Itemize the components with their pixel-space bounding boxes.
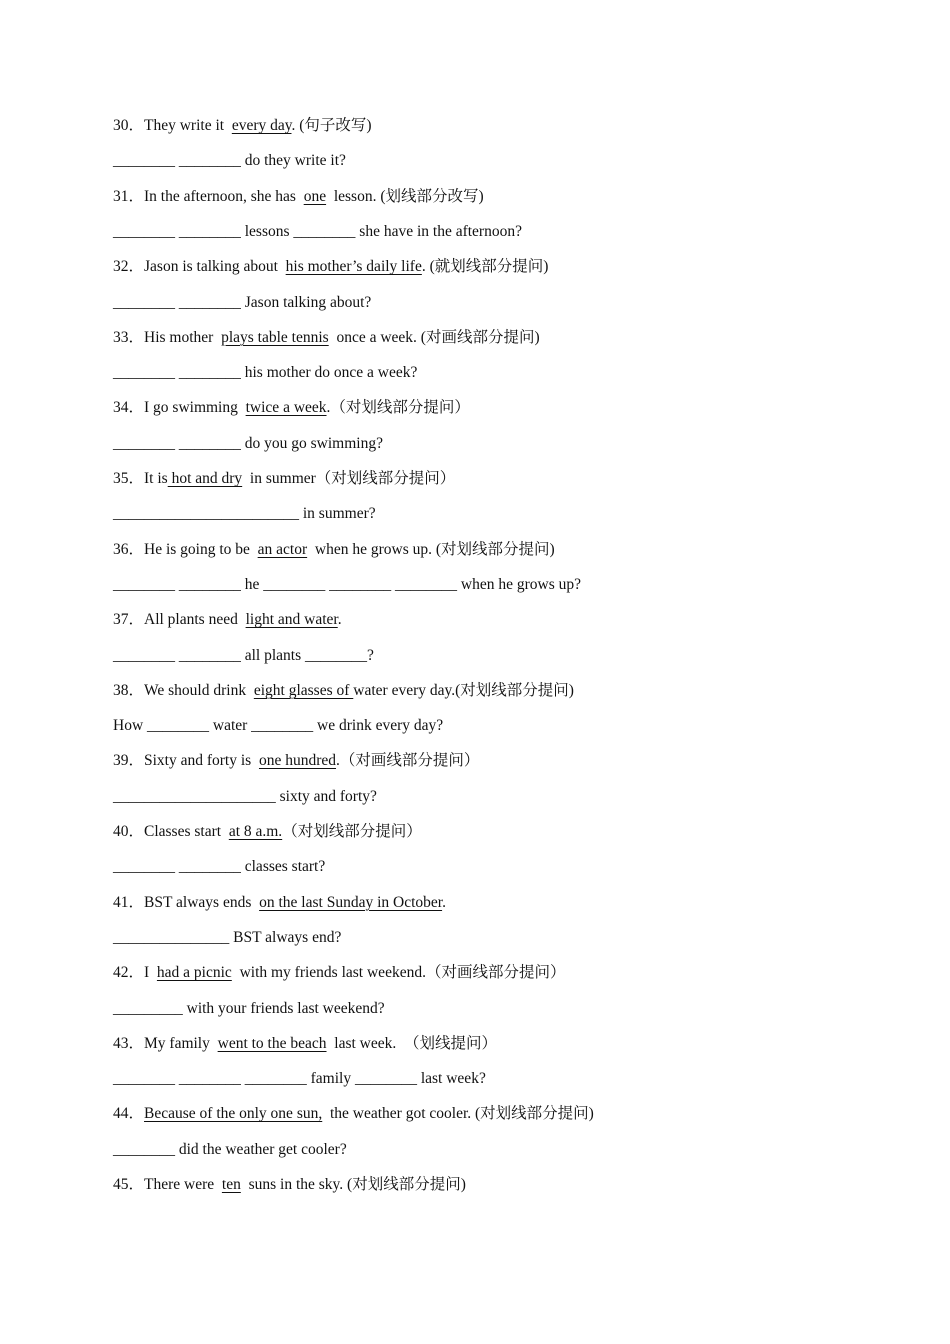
question-line <box>113 187 484 207</box>
question-line <box>113 469 455 489</box>
text-segment: 34．I go swimming <box>113 399 246 417</box>
question-line <box>113 822 422 842</box>
underlined-phrase: an actor <box>257 540 308 558</box>
text-segment: . <box>442 893 446 911</box>
text-segment: last week. （划线提问） <box>326 1034 497 1052</box>
underlined-phrase: hot and dry <box>167 470 243 487</box>
answer-line <box>113 504 376 524</box>
text-segment: ________ ________ all plants ________? <box>113 646 374 664</box>
underlined-phrase: went to the beach <box>217 1034 327 1052</box>
text-segment: when he grows up. (对划线部分提问) <box>307 540 555 558</box>
text-segment: ________ did the weather get cooler? <box>113 1140 347 1158</box>
text-segment: the weather got cooler. (对划线部分提问) <box>322 1105 594 1123</box>
text-segment: . (就划线部分提问) <box>421 258 549 276</box>
text-segment: ________ ________ classes start? <box>113 858 326 876</box>
question-line <box>113 398 470 418</box>
text-segment: 44． <box>113 1105 145 1123</box>
underlined-phrase: his mother’s daily life <box>285 258 422 276</box>
text-segment: ________ ________ do you go swimming? <box>113 434 383 452</box>
text-segment: 37．All plants need <box>113 611 246 629</box>
text-segment: . <box>337 611 342 629</box>
question-line <box>113 1104 594 1124</box>
underlined-phrase: Because of the only one sun, <box>144 1105 323 1123</box>
answer-line <box>113 1069 486 1089</box>
text-segment: 42．I <box>113 964 157 982</box>
answer-line <box>113 646 374 666</box>
text-segment: 35．It is <box>113 470 168 487</box>
text-segment: once a week. (对画线部分提问) <box>328 328 540 346</box>
answer-line <box>113 857 325 877</box>
underlined-phrase: ten <box>221 1176 241 1193</box>
text-segment: _______________ BST always end? <box>113 928 342 946</box>
answer-line <box>113 363 417 383</box>
text-segment: 40．Classes start <box>113 823 229 840</box>
answer-line <box>113 787 377 807</box>
question-line <box>113 1175 466 1195</box>
answer-line <box>113 716 443 736</box>
underlined-phrase: every day <box>231 117 292 134</box>
text-segment: lesson. (划线部分改写) <box>326 187 484 205</box>
text-segment: 33．His mother <box>113 328 222 346</box>
text-segment: 36．He is going to be <box>113 540 258 558</box>
answer-line <box>113 1140 347 1160</box>
answer-line <box>113 151 346 171</box>
question-line <box>113 257 548 277</box>
text-segment: ________ ________ his mother do once a week? <box>113 364 418 382</box>
text-segment: water every day.(对划线部分提问) <box>353 681 574 699</box>
text-segment: with my friends last weekend.（对画线部分提问） <box>231 964 566 982</box>
text-segment: in summer（对划线部分提问） <box>242 470 456 487</box>
answer-line <box>113 575 581 595</box>
underlined-phrase: on the last Sunday in October <box>259 893 443 911</box>
underlined-phrase: twice a week <box>245 399 327 417</box>
question-line <box>113 893 446 913</box>
text-segment: 43．My family <box>113 1034 218 1052</box>
text-segment: .（对划线部分提问） <box>326 399 470 417</box>
text-segment: _________ with your friends last weekend? <box>113 999 385 1017</box>
text-segment: ________ ________ he ________ ________ ________ when he grows up? <box>113 575 581 593</box>
question-line <box>113 681 574 701</box>
text-segment: 32．Jason is talking about <box>113 258 286 276</box>
text-segment: 45．There were <box>113 1176 222 1193</box>
question-line <box>113 963 565 983</box>
answer-line <box>113 999 385 1019</box>
question-line <box>113 540 555 560</box>
text-segment: suns in the sky. (对划线部分提问) <box>240 1176 466 1193</box>
question-line <box>113 610 342 630</box>
question-line <box>113 1034 497 1054</box>
answer-line <box>113 222 522 242</box>
underlined-phrase: eight glasses of <box>253 681 354 699</box>
text-segment: 38．We should drink <box>113 681 254 699</box>
text-segment: 30．They write it <box>113 117 232 134</box>
question-line <box>113 116 372 136</box>
text-segment: How ________ water ________ we drink every day? <box>113 717 444 735</box>
underlined-phrase: plays table tennis <box>221 328 329 346</box>
text-segment: 41．BST always ends <box>113 893 260 911</box>
text-segment: ________ ________ ________ family ________ last week? <box>113 1070 486 1088</box>
answer-line <box>113 434 383 454</box>
answer-line <box>113 293 371 313</box>
text-segment: ________ ________ Jason talking about? <box>113 293 372 311</box>
underlined-phrase: had a picnic <box>156 964 232 982</box>
question-line <box>113 751 479 771</box>
answer-line <box>113 928 341 948</box>
underlined-phrase: one <box>303 187 327 205</box>
text-segment: _____________________ sixty and forty? <box>113 787 377 805</box>
underlined-phrase: at 8 a.m. <box>228 823 283 840</box>
text-segment: 39．Sixty and forty is <box>113 752 259 770</box>
text-segment: （对划线部分提问） <box>282 823 422 840</box>
text-segment: ________________________ in summer? <box>113 505 376 523</box>
text-segment: ________ ________ do they write it? <box>113 152 346 170</box>
underlined-phrase: light and water <box>245 611 338 629</box>
text-segment: . (句子改写) <box>291 117 372 134</box>
text-segment: 31．In the afternoon, she has <box>113 187 304 205</box>
underlined-phrase: one hundred <box>258 752 337 770</box>
text-segment: ________ ________ lessons ________ she have in the afternoon? <box>113 222 522 240</box>
question-line <box>113 328 540 348</box>
text-segment: .（对画线部分提问） <box>336 752 480 770</box>
